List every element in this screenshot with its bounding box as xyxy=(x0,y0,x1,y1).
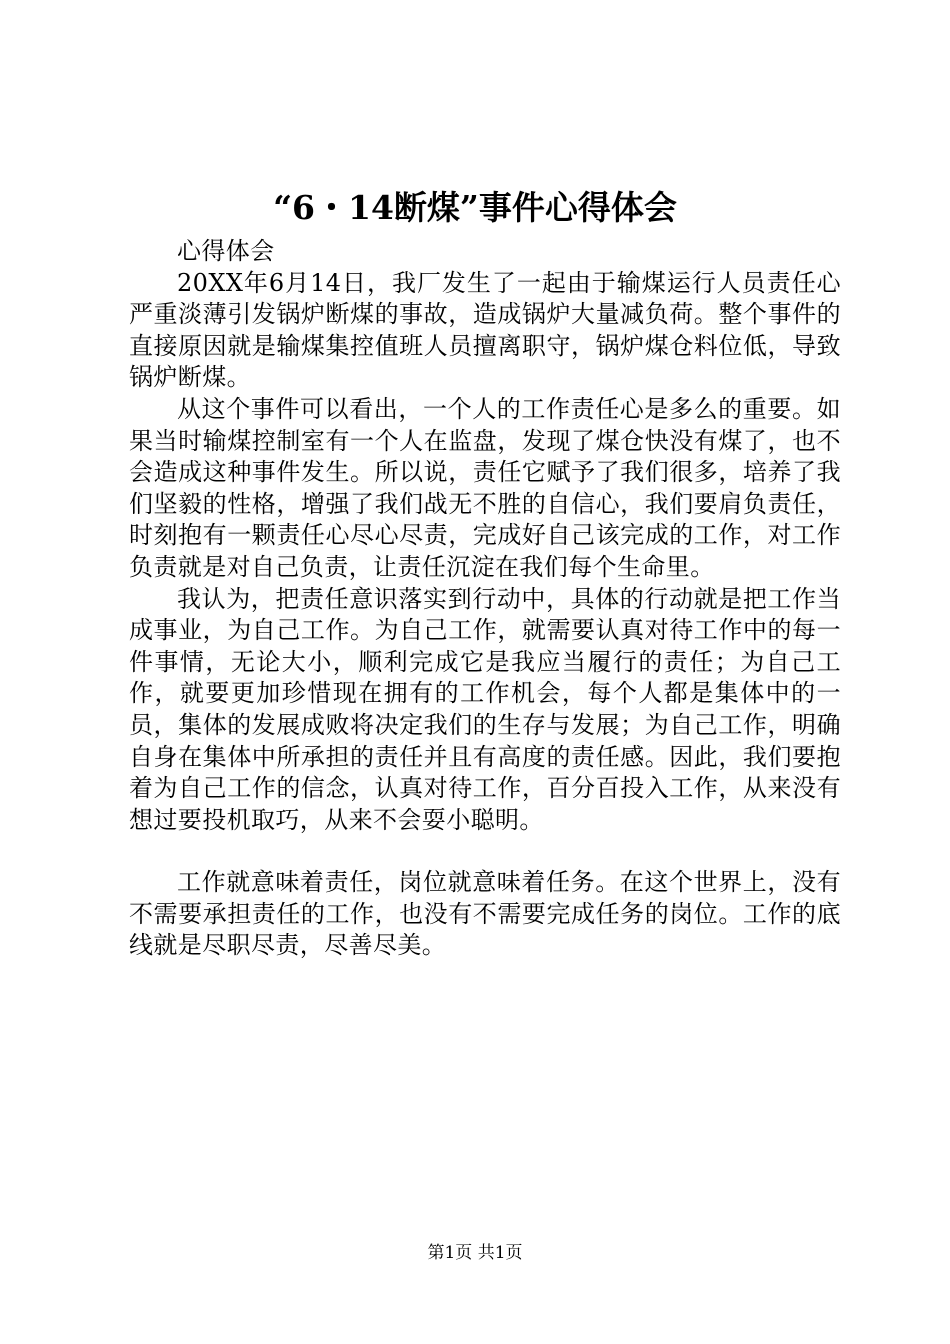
paragraph-action: 我认为，把责任意识落实到行动中，具体的行动就是把工作当成事业，为自己工作。为自己工作，就需要认真对待工作中的每一件事情，无论大小，顺利完成它是我应当履行的责任；为自己工作，就要更加珍惜现在拥有的工作机会，每个人都是集体中的一员，集体的发展成败将决定我们的生存与发展；为自己工作，明确自身在集体中所承担的责任并且有高度的责任感。因此，我们要抱着为自己工作的信念，认真对待工作，百分百投入工作，从来没有想过要投机取巧，从来不会耍小聪明。 xyxy=(129,584,841,834)
document-title: “6・14断煤”事件心得体会 xyxy=(273,188,677,227)
page-footer: 第1页 共1页 xyxy=(427,1243,523,1263)
paragraph-responsibility: 从这个事件可以看出，一个人的工作责任心是多么的重要。如果当时输煤控制室有一个人在监盘，发现了煤仓快没有煤了，也不会造成这种事件发生。所以说，责任它赋予了我们很多，培养了我们坚毅的性格，增强了我们战无不胜的自信心，我们要肩负责任，时刻抱有一颗责任心尽心尽责，完成好自己该完成的工作，对工作负责就是对自己负责，让责任沉淀在我们每个生命里。 xyxy=(129,394,841,581)
document-body xyxy=(129,236,841,962)
paragraph-incident: 20XX年6月14日，我厂发生了一起由于输煤运行人员责任心严重淡薄引发锅炉断煤的事故，造成锅炉大量减负荷。整个事件的直接原因就是输煤集控值班人员擅离职守，锅炉煤仓料位低，导致锅炉断煤。 xyxy=(129,268,841,392)
paragraph-label: 心得体会 xyxy=(177,237,275,265)
paragraph-conclusion: 工作就意味着责任，岗位就意味着任务。在这个世界上，没有不需要承担责任的工作，也没有不需要完成任务的岗位。工作的底线就是尽职尽责，尽善尽美。 xyxy=(129,868,841,960)
